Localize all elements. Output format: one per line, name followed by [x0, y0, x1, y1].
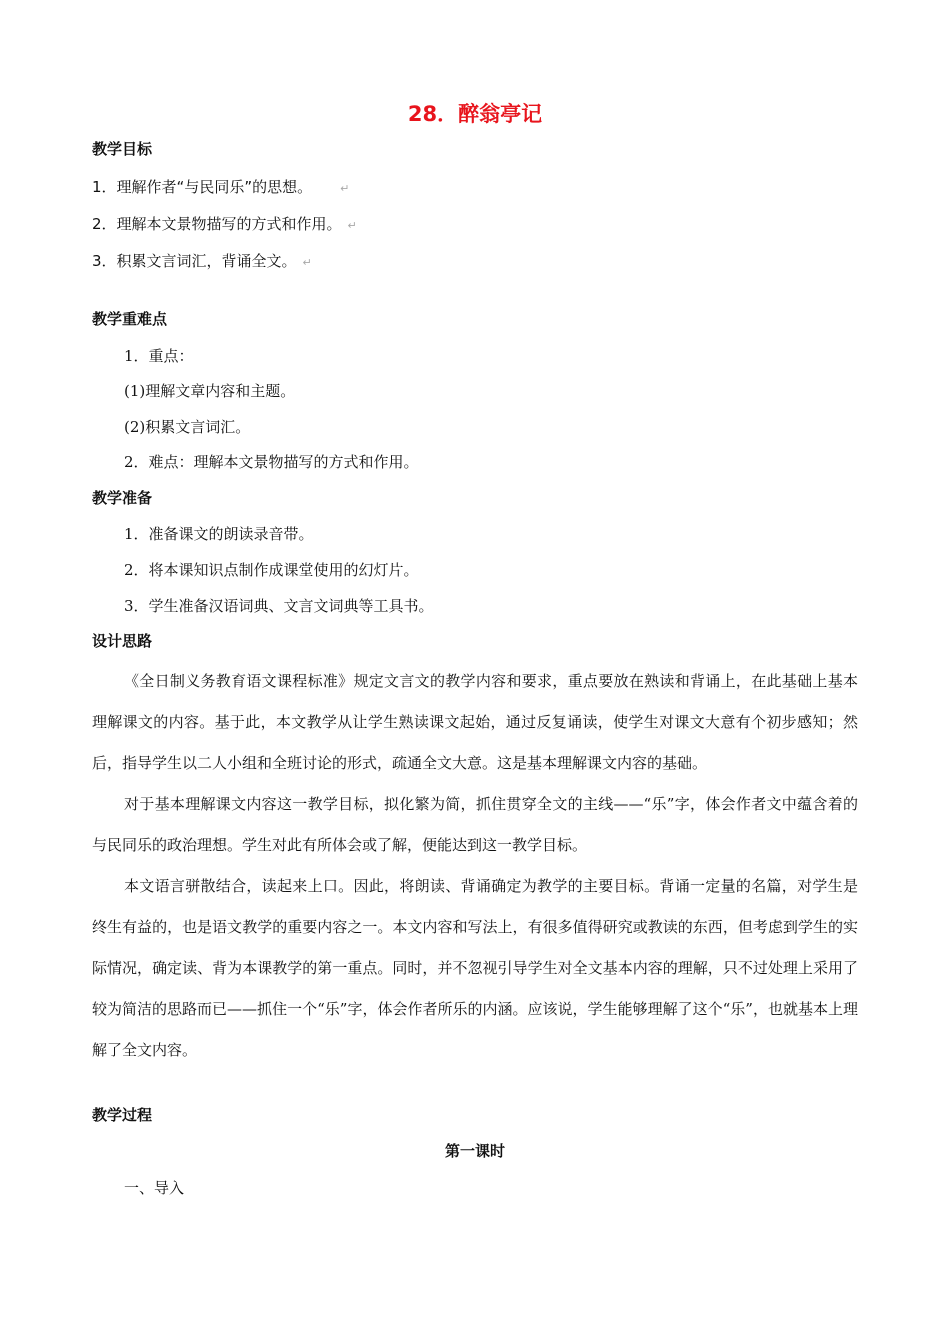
heading-teaching-process: 教学过程 [92, 1106, 153, 1124]
lesson-title: 第一课时 [444, 1142, 505, 1160]
difficulty-item: 1．重点： [124, 347, 194, 365]
preparation-item: 1．准备课文的朗读录音带。 [124, 525, 314, 543]
process-step: 一、导入 [124, 1179, 185, 1197]
return-mark-icon: ↵ [340, 182, 350, 195]
heading-preparation: 教学准备 [92, 489, 153, 507]
heading-teaching-goals: 教学目标 [92, 140, 153, 158]
goal-item [92, 250, 312, 271]
document-title: 28．醉翁亭记 [407, 102, 543, 126]
difficulty-item: (2)积累文言词汇。 [124, 418, 251, 436]
design-paragraph: 本文语言骈散结合，读起来上口。因此，将朗读、背诵确定为教学的主要目标。背诵一定量的名篇，对学生是终生有益的，也是语文教学的重要内容之一。本文内容和写法上，有很多值得研究或教读的东西，但考虑到学生的实际情况，确定读、背为本课教学的第一重点。同时，并不忽视引导学生对全文基本内容的理解，只不过处理上采用了较为简洁的思路而已——抓住一个“乐”字，体会作者所乐的内涵。应该说，学生能够理解了这个“乐”，也就基本上理解了全文内容。 [92, 877, 858, 1059]
goal-text: 1．理解作者“与民同乐”的思想。 [92, 178, 313, 196]
goal-item [92, 176, 349, 197]
heading-design-idea: 设计思路 [92, 632, 153, 650]
goal-text: 2．理解本文景物描写的方式和作用。 [92, 215, 342, 233]
design-paragraph: 《全日制义务教育语文课程标准》规定文言文的教学内容和要求，重点要放在熟读和背诵上，在此基础上基本理解课文的内容。基于此，本文教学从让学生熟读课文起始，通过反复诵读，使学生对课文大意有个初步感知；然后，指导学生以二人小组和全班讨论的形式，疏通全文大意。这是基本理解课文内容的基础。 [92, 672, 858, 772]
preparation-item: 3．学生准备汉语词典、文言文词典等工具书。 [124, 597, 434, 615]
design-paragraph: 对于基本理解课文内容这一教学目标，拟化繁为简，抓住贯穿全文的主线——“乐”字，体会作者文中蕴含着的与民同乐的政治理想。学生对此有所体会或了解，便能达到这一教学目标。 [92, 795, 858, 854]
preparation-item: 2．将本课知识点制作成课堂使用的幻灯片。 [124, 561, 419, 579]
difficulty-item: 2．难点：理解本文景物描写的方式和作用。 [124, 453, 419, 471]
goal-text: 3．积累文言词汇，背诵全文。 [92, 252, 297, 270]
difficulty-item: (1)理解文章内容和主题。 [124, 382, 296, 400]
return-mark-icon: ↵ [302, 256, 312, 269]
heading-key-difficulties: 教学重难点 [92, 310, 168, 328]
design-paragraphs [92, 661, 858, 1071]
goal-item [92, 213, 357, 234]
return-mark-icon: ↵ [347, 219, 357, 232]
